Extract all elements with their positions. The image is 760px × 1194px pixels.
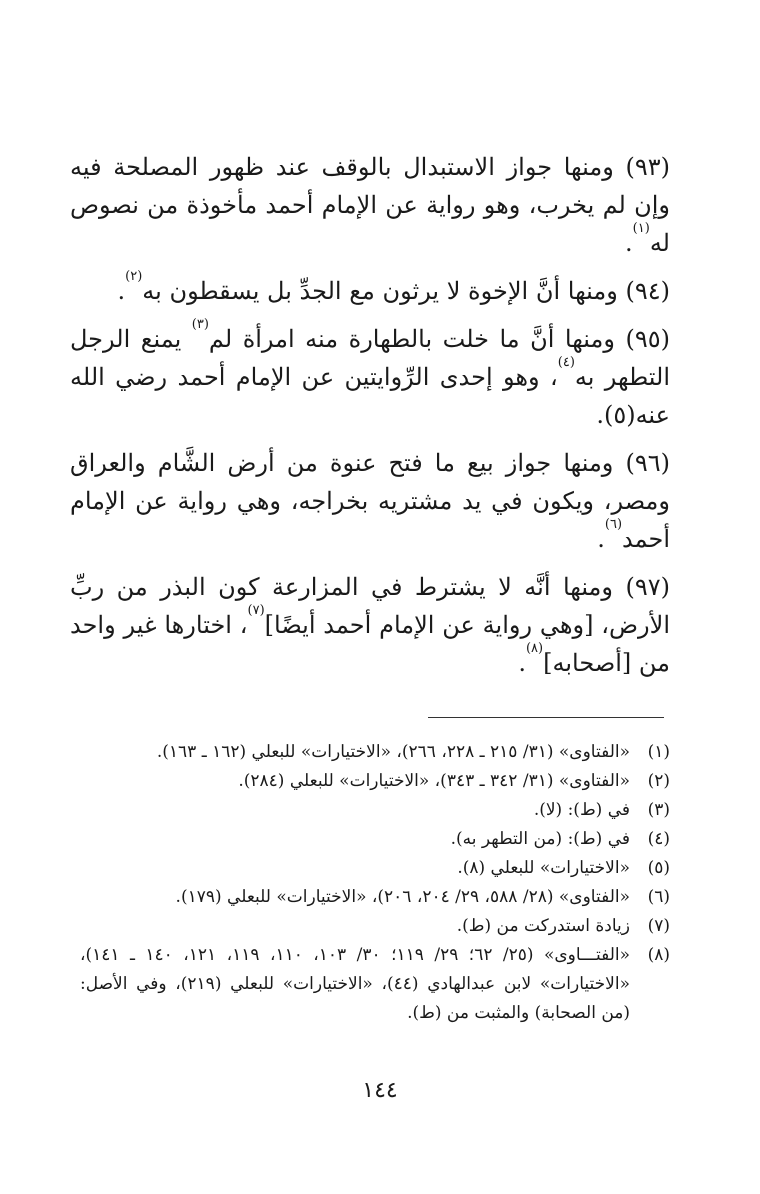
paragraph-number: (٩٦) bbox=[625, 449, 670, 477]
paragraph-text: ومنها أنَّ الإخوة لا يرثون مع الجدِّ بل يسقطون به bbox=[142, 277, 626, 305]
footnote-number: (٧) bbox=[647, 916, 670, 936]
footnote-text: «الاختيارات» للبعلي (٨). bbox=[457, 858, 630, 878]
footnote-item bbox=[80, 883, 670, 912]
paragraph-text: ومنها جواز الاستبدال بالوقف عند ظهور المصلحة فيه وإن لم يخرب، وهو رواية عن الإمام أحمد مأخوذة من نصوص له bbox=[70, 153, 670, 257]
footnote-number: (١) bbox=[647, 742, 670, 762]
paragraph-number: (٩٧) bbox=[625, 573, 670, 601]
paragraph-number: (٩٥) bbox=[625, 325, 670, 353]
page-number: ١٤٤ bbox=[362, 1078, 398, 1103]
paragraph-text: . bbox=[625, 229, 633, 257]
footnote-item bbox=[80, 825, 670, 854]
paragraph-text: يمنع الرجل التطهر به bbox=[70, 325, 671, 391]
footnote-item bbox=[80, 912, 670, 941]
paragraph-number: (٩٣) bbox=[625, 153, 670, 181]
paragraph-text: . bbox=[117, 277, 126, 305]
paragraph-text: ، وهو إحدى الرِّوايتين عن الإمام أحمد رضي الله عنه(٥). bbox=[70, 363, 670, 429]
footnote-number: (٥) bbox=[647, 858, 670, 878]
footnote-ref: (٦) bbox=[604, 517, 623, 532]
paragraph-text: . bbox=[597, 525, 605, 553]
paragraph-97 bbox=[70, 568, 670, 682]
paragraph-96 bbox=[70, 444, 670, 558]
footnote-number: (٤) bbox=[647, 829, 670, 849]
footnote-ref: (٢) bbox=[125, 269, 143, 284]
footnote-item bbox=[80, 854, 670, 883]
paragraph-text: ، اختارها غير واحد من [أصحابه] bbox=[70, 611, 670, 677]
footnote-item bbox=[80, 767, 670, 796]
paragraph-number: (٩٤) bbox=[625, 277, 670, 305]
footnote-item bbox=[80, 738, 670, 767]
footnote-text: «الفتـــاوى» (٢٥/ ٦٢؛ ٢٩/ ١١٩؛ ٣٠/ ١٠٣، ١١٠، ١١٩، ١٢١، ١٤٠ ـ ١٤١)، «الاختيارات» لابن عبدالهادي (٤٤)، «الاختيارات» للبعلي (٢١٩)، وفي الأصل: (من الصحابة) والمثبت من (ط). bbox=[80, 945, 631, 1023]
paragraph-text: ومنها أنَّ ما خلت بالطهارة منه امرأة لم bbox=[208, 325, 626, 353]
footnote-ref: (١) bbox=[632, 221, 650, 236]
paragraph-text: ومنها أنَّه لا يشترط في المزارعة كون البذر من ربِّ الأرض، [وهي رواية عن الإمام أحمد أيضًا] bbox=[70, 573, 670, 639]
footnote-text: في (ط): (من التطهر به). bbox=[450, 829, 630, 849]
footnote-ref: (٤) bbox=[557, 355, 575, 370]
footnote-ref: (٨) bbox=[525, 641, 544, 656]
footnote-number: (٦) bbox=[647, 887, 670, 907]
footnotes bbox=[80, 738, 670, 1028]
footnote-text: «الفتاوى» (٣١/ ٢١٥ ـ ٢٢٨، ٢٦٦)، «الاختيارات» للبعلي (١٦٢ ـ ١٦٣). bbox=[156, 742, 630, 762]
footnote-text: زيادة استدركت من (ط). bbox=[456, 916, 630, 936]
footnote-number: (٢) bbox=[647, 771, 670, 791]
paragraph-95 bbox=[70, 317, 671, 434]
footnote-number: (٨) bbox=[647, 945, 670, 965]
paragraph-93 bbox=[70, 148, 670, 262]
footnote-text: في (ط): (لا). bbox=[533, 800, 630, 820]
footnote-ref: (٣) bbox=[191, 317, 209, 332]
paragraph-text: . bbox=[518, 649, 526, 677]
footnote-number: (٣) bbox=[647, 800, 670, 820]
paragraph-text: ومنها جواز بيع ما فتح عنوة من أرض الشَّام والعراق ومصر، ويكون في يد مشتريه بخراجه، وهي رواية عن الإمام أحمد bbox=[70, 449, 670, 553]
footnote-text: «الفتاوى» (٣١/ ٣٤٢ ـ ٣٤٣)، «الاختيارات» للبعلي (٢٨٤). bbox=[238, 771, 630, 791]
main-text bbox=[70, 148, 670, 692]
footnote-text: «الفتاوى» (٢٨/ ٥٨٨، ٢٩/ ٢٠٤، ٢٠٦)، «الاختيارات» للبعلي (١٧٩). bbox=[175, 887, 630, 907]
footnote-item bbox=[80, 941, 670, 1028]
footnote-item bbox=[80, 796, 670, 825]
footnote-ref: (٧) bbox=[247, 603, 265, 618]
footnote-divider bbox=[428, 717, 664, 718]
paragraph-94 bbox=[70, 269, 670, 310]
